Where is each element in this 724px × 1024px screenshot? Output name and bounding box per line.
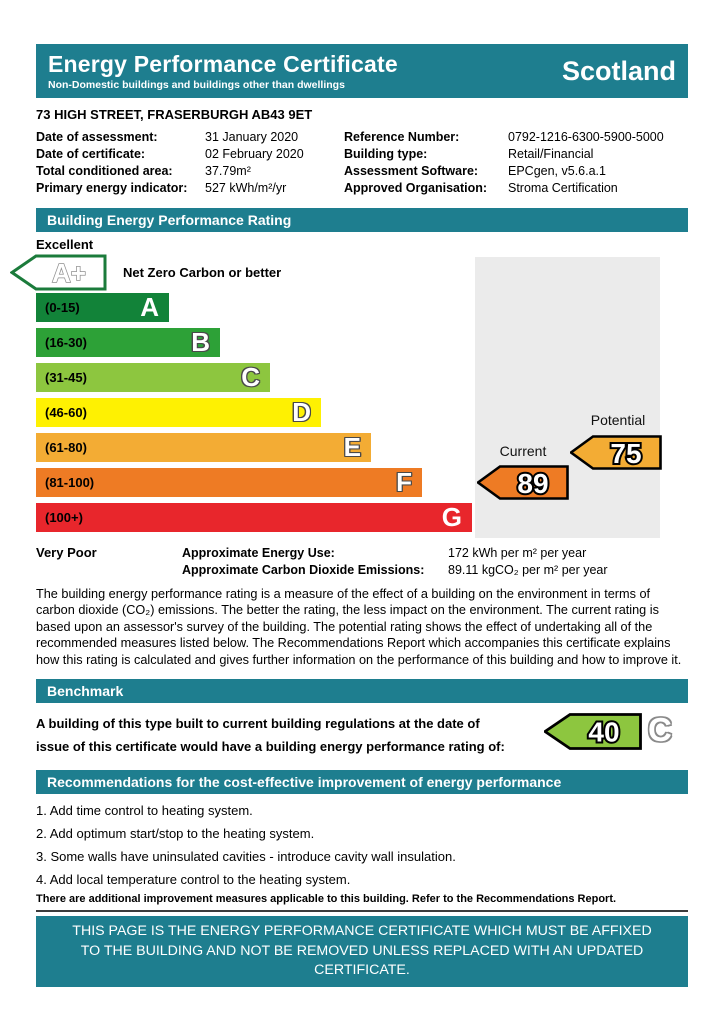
certificate-content <box>36 44 688 987</box>
detail-label: Building type: <box>344 147 428 161</box>
certificate-details <box>36 129 688 197</box>
scale-bottom-label: Very Poor <box>36 545 97 560</box>
rating-bands <box>36 293 472 538</box>
page-title: Energy Performance Certificate <box>48 51 398 77</box>
a-plus-label: Net Zero Carbon or better <box>123 265 282 280</box>
detail-label: Assessment Software: <box>344 164 479 178</box>
band-row-e <box>36 433 472 462</box>
band-bar <box>36 293 169 322</box>
band-letter: B <box>191 327 210 357</box>
benchmark-body <box>36 709 688 759</box>
recommendations-note: There are additional improvement measures applicable to this building. Refer to the Recommendations Report. <box>36 893 617 906</box>
potential-label: Potential <box>590 412 646 428</box>
certificate-footer-notice: THIS PAGE IS THE ENERGY PERFORMANCE CERTIFICATE WHICH MUST BE AFFIXED TO THE BUILDING AND NOT BE REMOVED UNLESS REPLACED WITH AN UPDATED CERTIFICATE. <box>36 916 688 987</box>
band-bar <box>36 468 422 497</box>
detail-value: 02 February 2020 <box>205 147 304 161</box>
details-column-right <box>344 129 688 197</box>
detail-value: EPCgen, v5.6.a.1 <box>508 164 606 178</box>
current-label: Current <box>499 443 547 459</box>
detail-row <box>36 146 344 163</box>
detail-label: Date of certificate: <box>36 147 146 161</box>
potential-rating-value: 75 <box>610 438 642 469</box>
energy-use-summary <box>36 545 688 579</box>
band-range: (81-100) <box>45 475 95 490</box>
rating-description: The building energy performance rating is a measure of the effect of a building on the environment in terms of carbon dioxide (CO₂) emissions. The better the rating, the less impact on the environment. The current rating is based upon an assessor's survey of the building. The potential rating shows the effect of undertaking all of the recommended measures listed below. The Recommendations Report which accompanies this certificate explains how this rating is calculated and gives further information on the performance of this building and how to improve it. <box>36 587 682 667</box>
band-letter: G <box>441 502 462 532</box>
band-row-f <box>36 468 472 497</box>
detail-row <box>344 129 688 146</box>
detail-label: Reference Number: <box>344 130 460 144</box>
energy-row <box>182 545 688 562</box>
band-row-a <box>36 293 472 322</box>
detail-label: Approved Organisation: <box>344 181 488 195</box>
band-bar <box>36 363 270 392</box>
recommendation-item: 2. Add optimum start/stop to the heating system. <box>36 826 315 842</box>
property-address: 73 HIGH STREET, FRASERBURGH AB43 9ET <box>36 107 313 122</box>
benchmark-grade-letter: C <box>648 711 672 749</box>
band-row-b <box>36 328 472 357</box>
potential-rating-arrow <box>570 435 662 475</box>
band-letter: F <box>396 467 412 497</box>
recommendation-item: 3. Some walls have uninsulated cavities - introduce cavity wall insulation. <box>36 849 456 865</box>
energy-label: Approximate Energy Use: <box>182 546 335 560</box>
energy-label: Approximate Carbon Dioxide Emissions: <box>182 563 425 577</box>
band-row-c <box>36 363 472 392</box>
energy-value: 172 kWh per m² per year <box>448 546 587 560</box>
band-letter: E <box>343 432 361 462</box>
a-plus-badge <box>10 254 107 291</box>
energy-value: 89.11 kgCO₂ per m² per year <box>448 563 608 577</box>
band-row-a-plus <box>10 254 281 291</box>
rating-section-heading: Building Energy Performance Rating <box>36 208 688 232</box>
band-range: (61-80) <box>45 440 87 455</box>
band-letter: D <box>292 397 311 427</box>
detail-label: Total conditioned area: <box>36 164 173 178</box>
detail-value: 0792-1216-6300-5900-5000 <box>508 130 664 144</box>
detail-value: 31 January 2020 <box>205 130 299 144</box>
band-bar <box>36 398 321 427</box>
recommendations-list <box>36 799 688 891</box>
detail-row <box>344 146 688 163</box>
detail-row <box>344 163 688 180</box>
band-bar <box>36 433 371 462</box>
recommendations-section-heading: Recommendations for the cost-effective improvement of energy performance <box>36 770 688 794</box>
current-rating-value: 89 <box>517 468 549 499</box>
energy-row <box>182 562 688 579</box>
band-bar <box>36 328 220 357</box>
certificate-header <box>36 44 688 98</box>
details-column-left <box>36 129 344 197</box>
divider-line <box>36 910 688 912</box>
detail-row <box>36 163 344 180</box>
band-row-g <box>36 503 472 532</box>
detail-row <box>36 180 344 197</box>
band-range: (31-45) <box>45 370 87 385</box>
detail-value: Stroma Certification <box>508 181 618 195</box>
band-letter: C <box>241 362 260 392</box>
benchmark-rating-value: 40 <box>588 716 620 748</box>
band-range: (100+) <box>45 510 83 525</box>
region-label: Scotland <box>561 55 676 86</box>
energy-rating-chart <box>36 254 688 542</box>
recommendation-item: 1. Add time control to heating system. <box>36 803 253 819</box>
band-range: (0-15) <box>45 300 80 315</box>
benchmark-text <box>36 709 541 758</box>
band-range: (46-60) <box>45 405 87 420</box>
detail-row <box>344 180 688 197</box>
benchmark-rating-arrow <box>544 713 642 755</box>
benchmark-text-line: A building of this type built to current building regulations at the date of <box>36 716 480 732</box>
detail-value: 527 kWh/m²/yr <box>205 181 287 195</box>
page-subtitle: Non-Domestic buildings and buildings other than dwellings <box>48 79 345 91</box>
detail-row <box>36 129 344 146</box>
detail-value: 37.79m² <box>205 164 251 178</box>
detail-label: Primary energy indicator: <box>36 181 188 195</box>
header-titles <box>48 51 398 91</box>
energy-rows <box>182 545 688 579</box>
a-plus-grade: A+ <box>52 258 86 288</box>
band-range: (16-30) <box>45 335 87 350</box>
scale-top-label: Excellent <box>36 237 94 252</box>
band-bar <box>36 503 472 532</box>
current-rating-arrow <box>477 465 569 505</box>
band-letter: A <box>140 292 159 322</box>
detail-value: Retail/Financial <box>508 147 594 161</box>
detail-label: Date of assessment: <box>36 130 158 144</box>
band-row-d <box>36 398 472 427</box>
benchmark-section-heading: Benchmark <box>36 679 688 703</box>
recommendation-item: 4. Add local temperature control to the heating system. <box>36 872 351 888</box>
benchmark-text-line: issue of this certificate would have a building energy performance rating of: <box>36 739 505 755</box>
